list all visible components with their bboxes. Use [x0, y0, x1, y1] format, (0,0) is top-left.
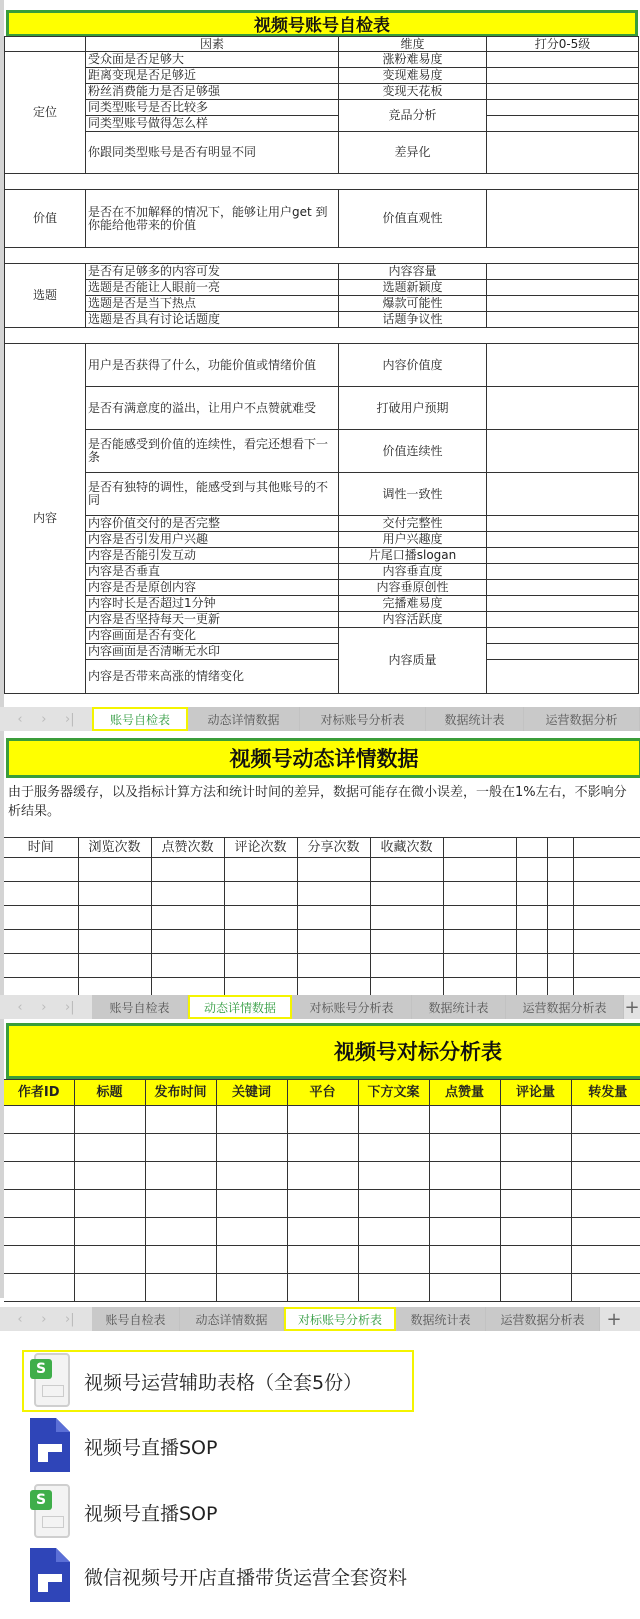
- blank-row: [5, 248, 639, 264]
- file-name: 视频号运营辅助表格（全套5份）: [84, 1371, 363, 1394]
- score-cell[interactable]: [487, 532, 639, 548]
- header-author-id: 作者ID: [4, 1080, 74, 1106]
- score-cell[interactable]: [487, 612, 639, 628]
- header-score: 打分0-5级: [487, 37, 639, 52]
- header-comment-count: 评论量: [500, 1080, 571, 1106]
- factor-cell[interactable]: 是否有足够多的内容可发: [86, 264, 339, 280]
- table-row: [5, 580, 639, 596]
- factor-cell[interactable]: 内容是否带来高涨的情绪变化: [86, 660, 339, 694]
- tab-self-check[interactable]: 账号自检表: [92, 707, 188, 731]
- factor-cell[interactable]: 选题是否是当下热点: [86, 296, 339, 312]
- table-row: [4, 906, 640, 930]
- factor-cell[interactable]: 内容是否坚持每天一更新: [86, 612, 339, 628]
- group-positioning: 定位: [5, 52, 86, 174]
- table-row: [5, 387, 639, 430]
- table-row: [5, 612, 639, 628]
- score-cell[interactable]: [487, 344, 639, 387]
- table-row: [5, 644, 639, 660]
- table-row: [5, 52, 639, 68]
- header-likes: 点赞次数: [151, 838, 224, 858]
- table-row: [4, 1190, 640, 1218]
- table-header-row: [5, 37, 639, 52]
- dimension-cell[interactable]: 内容垂原创性: [339, 580, 487, 596]
- factor-cell[interactable]: 是否有独特的调性，能感受到与其他账号的不同: [86, 473, 339, 516]
- file-item[interactable]: [22, 1547, 407, 1605]
- tab-dynamic-details[interactable]: 动态详情数据: [188, 995, 292, 1019]
- table-row: [4, 1134, 640, 1162]
- table-row: [5, 312, 639, 328]
- header-like-count: 点赞量: [429, 1080, 500, 1106]
- score-cell[interactable]: [487, 280, 639, 296]
- factor-cell[interactable]: 内容是否引发用户兴趣: [86, 532, 339, 548]
- header-empty: [547, 838, 573, 858]
- table-row: [5, 628, 639, 644]
- header-publish-time: 发布时间: [145, 1080, 216, 1106]
- dimension-cell[interactable]: 内容活跃度: [339, 612, 487, 628]
- prev-sheet-icon[interactable]: ‹: [17, 1311, 23, 1327]
- header-comments: 评论次数: [224, 838, 297, 858]
- factor-cell[interactable]: 内容价值交付的是否完整: [86, 516, 339, 532]
- last-sheet-icon[interactable]: ›|: [65, 1311, 75, 1327]
- factor-cell[interactable]: 是否有满意度的溢出，让用户不点赞就难受: [86, 387, 339, 430]
- table-row: [5, 660, 639, 694]
- table-row: [4, 882, 640, 906]
- score-cell[interactable]: [487, 473, 639, 516]
- dimension-cell[interactable]: 价值直观性: [339, 190, 487, 248]
- dimension-cell[interactable]: 选题新颖度: [339, 280, 487, 296]
- score-cell[interactable]: [487, 84, 639, 100]
- tab-operations-analysis[interactable]: 运营数据分析表: [486, 1307, 600, 1331]
- last-sheet-icon[interactable]: ›|: [65, 999, 75, 1015]
- table-row: [5, 132, 639, 174]
- file-name: 视频号直播SOP: [84, 1436, 218, 1459]
- table-row: [4, 1218, 640, 1246]
- table-row: [5, 116, 639, 132]
- score-cell[interactable]: [487, 190, 639, 248]
- factor-cell[interactable]: 用户是否获得了什么，功能价值或情绪价值: [86, 344, 339, 387]
- dimension-cell[interactable]: 交付完整性: [339, 516, 487, 532]
- sheet1-title: [6, 10, 638, 37]
- last-sheet-icon[interactable]: ›|: [65, 711, 75, 727]
- factor-cell[interactable]: 距离变现是否足够近: [86, 68, 339, 84]
- tab-navigation: [0, 995, 92, 1019]
- factor-cell[interactable]: 内容画面是否有变化: [86, 628, 339, 644]
- factor-cell[interactable]: 同类型账号做得怎么样: [86, 116, 339, 132]
- header-favorites: 收藏次数: [370, 838, 443, 858]
- dimension-cell[interactable]: 话题争议性: [339, 312, 487, 328]
- score-cell[interactable]: [487, 296, 639, 312]
- tab-operations-analysis[interactable]: 运营数据分析表: [506, 995, 624, 1019]
- add-sheet-button[interactable]: +: [600, 1307, 628, 1331]
- table-row: [5, 516, 639, 532]
- score-cell[interactable]: [487, 516, 639, 532]
- table-row: [4, 1162, 640, 1190]
- tab-operations-analysis[interactable]: 运营数据分析: [524, 707, 640, 731]
- dimension-cell[interactable]: 用户兴趣度: [339, 532, 487, 548]
- score-cell[interactable]: [487, 264, 639, 280]
- sheet2-title-text: 视频号动态详情数据: [229, 747, 419, 771]
- tab-navigation: [0, 707, 92, 731]
- header-time: 时间: [4, 838, 78, 858]
- file-item[interactable]: [22, 1418, 217, 1474]
- header-repost-count: 转发量: [571, 1080, 640, 1106]
- table-row: [5, 84, 639, 100]
- factor-cell[interactable]: 内容是否是原创内容: [86, 580, 339, 596]
- factor-cell[interactable]: 选题是否能让人眼前一亮: [86, 280, 339, 296]
- header-caption: 下方文案: [358, 1080, 429, 1106]
- factor-cell[interactable]: 内容是否能引发互动: [86, 548, 339, 564]
- tab-self-check[interactable]: 账号自检表: [92, 1307, 180, 1331]
- factor-cell[interactable]: 粉丝消费能力是否足够强: [86, 84, 339, 100]
- blank-row: [5, 174, 639, 190]
- factor-cell[interactable]: 同类型账号是否比较多: [86, 100, 339, 116]
- spreadsheet-icon: S: [30, 1484, 74, 1540]
- document-icon: [30, 1418, 74, 1474]
- document-icon: [30, 1548, 74, 1604]
- score-cell[interactable]: [487, 132, 639, 174]
- sheet3-title: [6, 1023, 640, 1079]
- tab-data-stats[interactable]: 数据统计表: [412, 995, 506, 1019]
- next-sheet-icon[interactable]: ›: [41, 999, 47, 1015]
- file-item[interactable]: [22, 1484, 217, 1540]
- score-cell[interactable]: [487, 52, 639, 68]
- dimension-cell[interactable]: 竞品分析: [339, 100, 487, 132]
- tab-navigation: [0, 1307, 92, 1331]
- dimension-cell[interactable]: 调性一致性: [339, 473, 487, 516]
- table-header-row: [4, 838, 640, 858]
- sheet1-title-text: 视频号账号自检表: [254, 16, 390, 36]
- header-keywords: 关键词: [216, 1080, 287, 1106]
- spreadsheet-icon: S: [30, 1353, 74, 1409]
- header-empty: [573, 838, 640, 858]
- table-row: [5, 564, 639, 580]
- score-cell[interactable]: [487, 628, 639, 644]
- tab-benchmark-analysis[interactable]: 对标账号分析表: [292, 995, 412, 1019]
- tab-benchmark-analysis[interactable]: 对标账号分析表: [300, 707, 426, 731]
- group-topic: 选题: [5, 264, 86, 328]
- dimension-cell[interactable]: 内容质量: [339, 628, 487, 694]
- group-value: 价值: [5, 190, 86, 248]
- table-row: [5, 296, 639, 312]
- factor-cell[interactable]: 你跟同类型账号是否有明显不同: [86, 132, 339, 174]
- prev-sheet-icon[interactable]: ‹: [17, 711, 23, 727]
- tab-data-stats[interactable]: 数据统计表: [396, 1307, 486, 1331]
- prev-sheet-icon[interactable]: ‹: [17, 999, 23, 1015]
- table-row: [5, 596, 639, 612]
- score-cell[interactable]: [487, 387, 639, 430]
- dimension-cell[interactable]: 内容价值度: [339, 344, 487, 387]
- dynamic-data-table: [4, 837, 640, 1002]
- table-row: [5, 548, 639, 564]
- dimension-cell[interactable]: 内容容量: [339, 264, 487, 280]
- next-sheet-icon[interactable]: ›: [41, 711, 47, 727]
- dimension-cell[interactable]: 涨粉难易度: [339, 52, 487, 68]
- next-sheet-icon[interactable]: ›: [41, 1311, 47, 1327]
- header-factor: 因素: [86, 37, 339, 52]
- group-content: 内容: [5, 344, 86, 694]
- benchmark-table: [4, 1079, 640, 1302]
- sheet-tab-bar: [0, 707, 640, 731]
- header-dimension: 维度: [339, 37, 487, 52]
- header-empty: [516, 838, 547, 858]
- dimension-cell[interactable]: 差异化: [339, 132, 487, 174]
- header-empty: [443, 838, 516, 858]
- score-cell[interactable]: [487, 548, 639, 564]
- file-name: 微信视频号开店直播带货运营全套资料: [84, 1566, 408, 1589]
- header-group: [5, 37, 86, 52]
- score-cell[interactable]: [487, 644, 639, 660]
- add-sheet-button[interactable]: +: [624, 996, 640, 1018]
- tab-data-stats[interactable]: 数据统计表: [426, 707, 524, 731]
- tab-dynamic-details[interactable]: 动态详情数据: [180, 1307, 284, 1331]
- factor-cell[interactable]: 内容是否垂直: [86, 564, 339, 580]
- header-title: 标题: [74, 1080, 145, 1106]
- table-row: [4, 1274, 640, 1302]
- table-row: [5, 473, 639, 516]
- table-row: [4, 954, 640, 978]
- table-row: [5, 344, 639, 387]
- score-cell[interactable]: [487, 596, 639, 612]
- dimension-cell[interactable]: 变现难易度: [339, 68, 487, 84]
- sheet-self-check: [0, 0, 640, 707]
- dimension-cell[interactable]: 内容垂直度: [339, 564, 487, 580]
- factor-cell[interactable]: 受众面是否足够大: [86, 52, 339, 68]
- score-cell[interactable]: [487, 430, 639, 473]
- dimension-cell[interactable]: 爆款可能性: [339, 296, 487, 312]
- dimension-cell[interactable]: 打破用户预期: [339, 387, 487, 430]
- table-row: [4, 1106, 640, 1134]
- sheet-tab-bar: [0, 995, 640, 1019]
- score-cell[interactable]: [487, 660, 639, 694]
- score-cell[interactable]: [487, 312, 639, 328]
- tab-dynamic-details[interactable]: 动态详情数据: [188, 707, 300, 731]
- tab-benchmark-analysis[interactable]: 对标账号分析表: [284, 1307, 396, 1331]
- table-row: [5, 264, 639, 280]
- dimension-cell[interactable]: 完播难易度: [339, 596, 487, 612]
- table-row: [5, 100, 639, 116]
- sheet-tab-bar: [0, 1307, 640, 1331]
- score-cell[interactable]: [487, 564, 639, 580]
- blank-row: [5, 328, 639, 344]
- table-header-row: [4, 1080, 640, 1106]
- table-row: [4, 858, 640, 882]
- factor-cell[interactable]: 是否能感受到价值的连续性，看完还想看下一条: [86, 430, 339, 473]
- score-cell[interactable]: [487, 100, 639, 116]
- dimension-cell[interactable]: 价值连续性: [339, 430, 487, 473]
- factor-cell[interactable]: 选题是否具有讨论话题度: [86, 312, 339, 328]
- dimension-cell[interactable]: 片尾口播slogan: [339, 548, 487, 564]
- table-row: [5, 68, 639, 84]
- self-check-table: [4, 36, 639, 694]
- sheet-benchmark-analysis: [0, 1019, 640, 1298]
- header-shares: 分享次数: [297, 838, 370, 858]
- file-name: 视频号直播SOP: [84, 1502, 218, 1525]
- data-disclaimer-note: 由于服务器缓存，以及指标计算方法和统计时间的差异，数据可能存在微小误差，一般在1%左右，不影响分析结果。: [8, 785, 627, 819]
- dimension-cell[interactable]: 变现天花板: [339, 84, 487, 100]
- header-platform: 平台: [287, 1080, 358, 1106]
- score-cell[interactable]: [487, 68, 639, 84]
- table-row: [5, 280, 639, 296]
- file-item[interactable]: [22, 1350, 414, 1412]
- sheet2-title: [6, 738, 640, 778]
- table-row: [5, 190, 639, 248]
- table-row: [4, 930, 640, 954]
- score-cell[interactable]: [487, 116, 639, 132]
- factor-cell[interactable]: 内容画面是否清晰无水印: [86, 644, 339, 660]
- factor-cell[interactable]: 是否在不加解释的情况下，能够让用户get 到你能给他带来的价值: [86, 190, 339, 248]
- table-row: [5, 532, 639, 548]
- header-views: 浏览次数: [78, 838, 151, 858]
- score-cell[interactable]: [487, 580, 639, 596]
- table-row: [5, 430, 639, 473]
- table-row: [4, 1246, 640, 1274]
- tab-self-check[interactable]: 账号自检表: [92, 995, 188, 1019]
- factor-cell[interactable]: 内容时长是否超过1分钟: [86, 596, 339, 612]
- sheet3-title-text: 视频号对标分析表: [334, 1040, 502, 1064]
- sheet-dynamic-details: [0, 731, 640, 995]
